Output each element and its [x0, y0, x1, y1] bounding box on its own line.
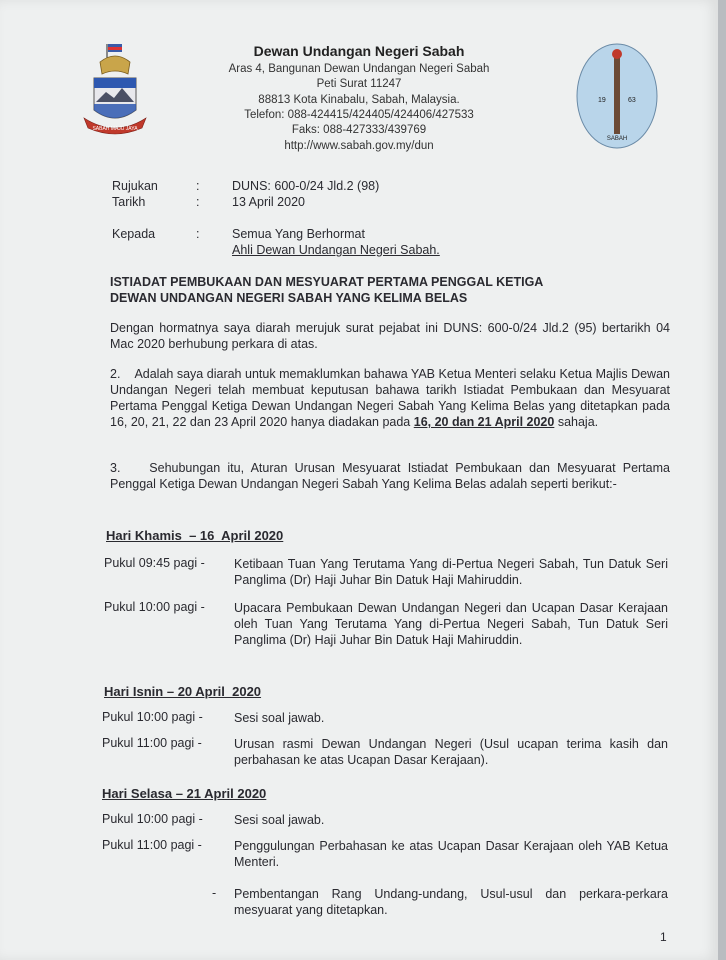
org-name: Dewan Undangan Negeri Sabah [253, 43, 465, 59]
day-heading: Hari Isnin – 20 April 2020 [104, 684, 262, 699]
recipient-line: Semua Yang Berhormat [232, 227, 365, 241]
schedule-time: Pukul 10:00 pagi - [102, 812, 203, 826]
schedule-item: Pembentangan Rang Undang-undang, Usul-usul dan perkara-perkara mesyuarat yang ditetapkan. [234, 887, 668, 917]
crest-motto: SABAH MAJU JAYA [92, 126, 138, 132]
phone-line: Telefon: 088-424415/424405/424406/427533 [244, 109, 474, 121]
schedule-time: Pukul 11:00 pagi - [102, 736, 202, 750]
colon: : [196, 195, 200, 209]
schedule-time: Pukul 09:45 pagi - [104, 556, 205, 570]
highlighted-dates: 16, 20 dan 21 April 2020 [413, 415, 555, 429]
paragraph-number: 3. [110, 461, 121, 475]
paragraph-2 [110, 366, 670, 430]
schedule-dash: - [212, 886, 217, 900]
tarikh-label: Tarikh [112, 195, 146, 209]
schedule-item: Sesi soal jawab. [234, 711, 325, 725]
paragraph-1: Dengan hormatnya saya diarah merujuk surat pejabat ini DUNS: 600-0/24 Jld.2 (95) bertarikh 04 Mac 2020 berhubung perkara di atas. [110, 321, 670, 351]
page-number: 1 [660, 930, 667, 944]
address-line: Aras 4, Bangunan Dewan Undangan Negeri Sabah [228, 63, 490, 75]
day-heading: Hari Selasa – 21 April 2020 [102, 786, 267, 801]
tarikh-value: 13 April 2020 [232, 195, 305, 209]
subject-line: DEWAN UNDANGAN NEGERI SABAH YANG KELIMA BELAS [110, 291, 468, 305]
schedule-time: Pukul 10:00 pagi - [102, 710, 203, 724]
schedule-item: Penggulungan Perbahasan ke atas Ucapan Dasar Kerajaan oleh YAB Ketua Menteri. [234, 839, 668, 869]
day-heading: Hari Khamis – 16 April 2020 [106, 528, 284, 543]
emblem-text-left: 19 [598, 97, 606, 104]
schedule-time: Pukul 10:00 pagi - [104, 600, 205, 614]
schedule-item: Urusan rasmi Dewan Undangan Negeri (Usul ucapan terima kasih dan perbahasan ke atas Ucapan Dasar Kerajaan). [234, 737, 668, 767]
schedule-item: Upacara Pembukaan Dewan Undangan Negeri dan Ucapan Dasar Kerajaan oleh Tuan Yang Terutama Yang di-Pertua Negeri Sabah, Tun Datuk Seri Panglima (Dr) Haji Juhar Bin Datuk Haji Mahiruddin. [234, 601, 668, 647]
schedule-item: Sesi soal jawab. [234, 813, 325, 827]
address-line: Peti Surat 11247 [316, 78, 402, 90]
fax-line: Faks: 088-427333/439769 [291, 124, 427, 136]
rujukan-label: Rujukan [112, 179, 158, 193]
schedule-time: Pukul 11:00 pagi - [102, 838, 202, 852]
paragraph-number: 2. [110, 367, 121, 381]
kepada-label: Kepada [112, 227, 156, 241]
website-link[interactable]: http://www.sabah.gov.my/dun [284, 140, 434, 152]
paragraph-text: sahaja. [557, 415, 599, 429]
paragraph-3 [110, 460, 670, 492]
recipient-line: Ahli Dewan Undangan Negeri Sabah. [232, 243, 440, 257]
colon: : [196, 179, 200, 193]
address-line: 88813 Kota Kinabalu, Sabah, Malaysia. [258, 94, 460, 106]
emblem-text-bottom: SABAH [606, 136, 628, 142]
subject-line: ISTIADAT PEMBUKAAN DAN MESYUARAT PERTAMA PENGGAL KETIGA [110, 275, 544, 289]
emblem-text-right: 63 [628, 97, 636, 104]
rujukan-value: DUNS: 600-0/24 Jld.2 (98) [232, 179, 380, 193]
schedule-item: Ketibaan Tuan Yang Terutama Yang di-Pertua Negeri Sabah, Tun Datuk Seri Panglima (Dr) Haji Juhar Bin Datuk Haji Mahiruddin. [234, 557, 668, 587]
paragraph-text: Adalah saya diarah untuk memaklumkan bahawa YAB Ketua Menteri selaku Ketua Majlis Dewan Undangan Negeri telah membuat keputusan bahawa tarikh Istiadat Pembukaan dan Mesyuarat Pertama Penggal Ketiga Dewan Undangan Negeri Sabah Yang Kelima Belas yang ditetapkan pada 16, 20, 21, 22 dan 23 April 2020 hanya diadakan pada [110, 367, 670, 429]
colon: : [196, 227, 200, 241]
paragraph-text: Sehubungan itu, Aturan Urusan Mesyuarat Istiadat Pembukaan dan Mesyuarat Pertama Penggal Ketiga Dewan Undangan Negeri Sabah Yang Kelima Belas adalah seperti berikut:- [110, 461, 670, 491]
